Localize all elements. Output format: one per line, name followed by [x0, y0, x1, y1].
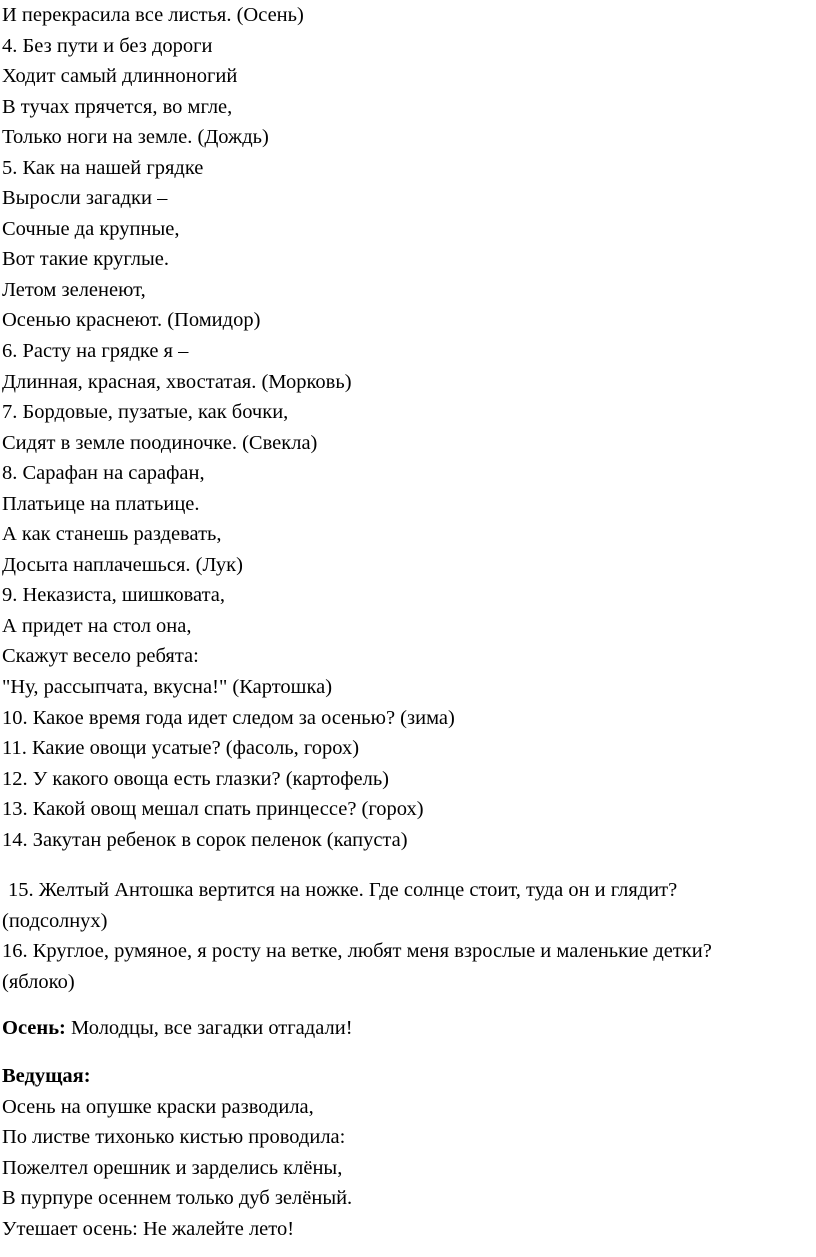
poem-line: В пурпуре осеннем только дуб зелёный. — [2, 1187, 353, 1210]
riddle-16 — [2, 936, 816, 997]
text-line: Только ноги на земле. (Дождь) — [2, 126, 269, 149]
text-line: 10. Какое время года идет следом за осенью? (зима) — [2, 706, 455, 729]
text-line: 12. У какого овоща есть глазки? (картофель) — [2, 767, 389, 790]
riddle-15-line-2: (подсолнух) — [2, 909, 108, 932]
riddles-list — [2, 0, 816, 855]
speaker-name: Осень: — [2, 1016, 66, 1039]
riddle-16-line-2: (яблоко) — [2, 970, 75, 993]
text-line: 6. Расту на грядке я – — [2, 340, 189, 363]
text-line: Сидят в земле поодиночке. (Свекла) — [2, 431, 318, 454]
text-line: "Ну, рассыпчата, вкусна!" (Картошка) — [2, 676, 333, 699]
text-line: 8. Сарафан на сарафан, — [2, 462, 205, 485]
text-line: Скажут весело ребята: — [2, 645, 199, 668]
text-line: 11. Какие овощи усатые? (фасоль, горох) — [2, 737, 360, 760]
text-line: А как станешь раздевать, — [2, 523, 222, 546]
text-line: Выросли загадки – — [2, 187, 168, 210]
text-line: 13. Какой овощ мешал спать принцессе? (горох) — [2, 798, 424, 821]
poem-line: Осень на опушке краски разводила, — [2, 1095, 314, 1118]
poem-line: Утешает осень: Не жалейте лето! — [2, 1217, 295, 1240]
text-line: Сочные да крупные, — [2, 217, 180, 240]
text-line: Досыта наплачешься. (Лук) — [2, 553, 243, 576]
speaker-name: Ведущая: — [2, 1065, 91, 1088]
speaker-line: Молодцы, все загадки отгадали! — [65, 1016, 353, 1039]
poem-line: По листве тихонько кистью проводила: — [2, 1126, 346, 1149]
text-line: А придет на стол она, — [2, 614, 192, 637]
paragraph-spacer — [2, 998, 816, 1013]
text-line: Длинная, красная, хвостатая. (Морковь) — [2, 370, 352, 393]
host-speaker — [2, 1061, 816, 1092]
text-line: 9. Неказиста, шишковата, — [2, 584, 225, 607]
text-line: 14. Закутан ребенок в сорок пеленок (капуста) — [2, 828, 408, 851]
riddle-16-line-1: 16. Круглое, румяное, я росту на ветке, любят меня взрослые и маленькие детки? — [2, 940, 712, 963]
text-line: И перекрасила все листья. (Осень) — [2, 4, 304, 26]
text-line: Ходит самый длинноногий — [2, 65, 238, 88]
text-line: Платьице на платьице. — [2, 492, 200, 515]
text-line: 7. Бордовые, пузатые, как бочки, — [2, 401, 289, 424]
autumn-reply — [2, 1013, 816, 1044]
text-line: Летом зеленеют, — [2, 278, 146, 301]
poem-line: Пожелтел орешник и зарделись клёны, — [2, 1156, 343, 1179]
paragraph-spacer — [2, 1043, 816, 1061]
text-line: 5. Как на нашей грядке — [2, 156, 204, 179]
text-line: Осенью краснеют. (Помидор) — [2, 309, 261, 332]
riddle-15 — [2, 875, 816, 936]
text-line: 4. Без пути и без дороги — [2, 34, 213, 57]
text-line: В тучах прячется, во мгле, — [2, 95, 233, 118]
host-section — [2, 1061, 816, 1244]
riddle-15-line-1: 15. Желтый Антошка вертится на ножке. Где солнце стоит, туда он и глядит? — [8, 879, 678, 902]
text-line: Вот такие круглые. — [2, 248, 169, 271]
paragraph-spacer — [2, 855, 816, 875]
